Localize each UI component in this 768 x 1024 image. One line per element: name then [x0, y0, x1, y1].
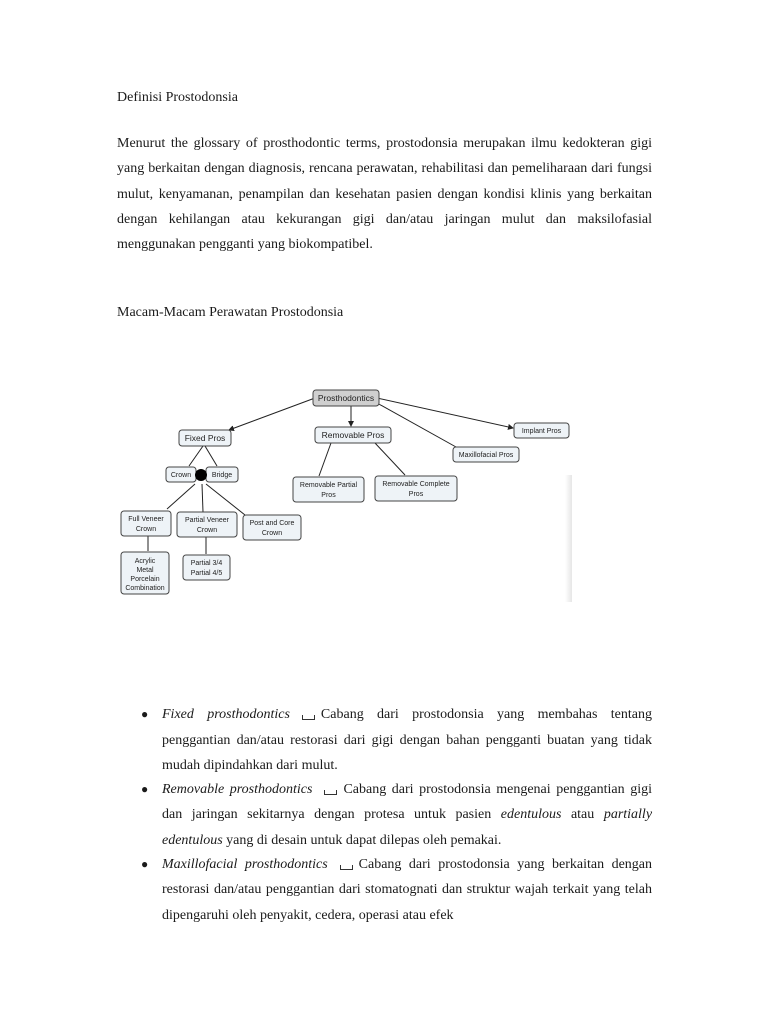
term-partially-edentulous: partially edentulous [162, 807, 653, 848]
label-material-porcelain: Porcelain [130, 576, 160, 583]
label-prosthodontics: Prosthodontics [317, 393, 375, 403]
desc-maxillofacial: Cabang dari prostodonsia yang berkaitan dengan restorasi dan/atau penggantian dari stomatognati dan struktur wajah terkait yang telah dipengaruhi oleh penyakit, cedera, operasi atau efek [162, 856, 653, 923]
term-fixed: Fixed prosthodontics [162, 707, 290, 722]
label-implant-pros: Implant Pros [521, 428, 562, 435]
label-partial-veneer-1: Partial Veneer [185, 517, 229, 524]
bullet-icon: ● [141, 856, 149, 871]
label-material-combination: Combination [125, 585, 165, 592]
list-item-removable [117, 777, 652, 854]
edge-to-partial-veneer [202, 484, 203, 512]
dash-symbol-icon [340, 865, 353, 870]
edge-removable-partial [319, 443, 331, 476]
label-material-metal: Metal [136, 567, 154, 574]
section-heading: Macam-Macam Perawatan Prostodonsia [117, 305, 344, 320]
label-removable-complete-2: Pros [408, 491, 424, 498]
prosthodontics-concept-map [117, 370, 572, 602]
dash-symbol-icon [302, 715, 315, 720]
label-partial-veneer-2: Crown [196, 527, 218, 534]
label-partial-4-5: Partial 4/5 [190, 570, 223, 577]
desc-removable-mid: atau [570, 807, 595, 823]
label-crown: Crown [170, 472, 192, 479]
edge-removable-complete [375, 443, 405, 475]
bullet-icon: ● [141, 707, 149, 721]
list-item-maxillofacial [117, 852, 652, 929]
label-full-veneer-2: Crown [135, 526, 157, 533]
desc-fixed: Cabang dari prostodonsia yang membahas tentang penggantian dan/atau restorasi dari gigi dengan bahan pengganti buatan yang tidak mudah dipindahkan dari mulut. [162, 707, 653, 774]
list-item-fixed [117, 702, 652, 779]
bullet-icon: ● [141, 781, 149, 796]
definition-paragraph: Menurut the glossary of prosthodontic terms, prostodonsia merupakan ilmu kedokteran gigi yang berkaitan dengan diagnosis, rencana perawatan, rehabilitasi dan pemeliharaan dari fungsi mulut, kenyamanan, penampilan dan kesehatan pasien dengan kondisi klinis yang berkaitan dengan kehilangan atau kekurangan gigi dan/atau jaringan mulut dan maksilofasial menggunakan pengganti yang biokompatibel. [117, 136, 652, 253]
dash-symbol-icon [324, 790, 337, 795]
edge-root-implant [377, 398, 513, 428]
label-material-acrylic: Acrylic [134, 558, 156, 565]
term-edentulous: edentulous [500, 807, 562, 823]
document-title: Definisi Prostodonsia [117, 90, 238, 105]
label-bridge: Bridge [211, 472, 233, 479]
term-maxillofacial: Maxillofacial prosthodontics [162, 856, 328, 872]
label-post-core-2: Crown [261, 530, 283, 537]
label-maxillofacial-pros: Maxillofacial Pros [458, 452, 514, 459]
edge-to-post-core [206, 484, 245, 515]
label-removable-partial-1: Removable Partial [299, 482, 358, 489]
desc-removable-1: Cabang dari prostodonsia mengenai penggantian gigi dan jaringan sekitarnya dengan protesa untuk pasien [162, 781, 652, 823]
edge-to-full-veneer [167, 484, 195, 509]
term-removable: Removable prosthodontics [162, 781, 313, 797]
edge-fixed-bridge [205, 446, 217, 466]
label-removable-pros: Removable Pros [321, 430, 385, 440]
label-partial-3-4: Partial 3/4 [190, 560, 223, 567]
label-full-veneer-1: Full Veneer [128, 516, 164, 523]
label-post-core-1: Post and Core [249, 520, 295, 527]
label-removable-complete-1: Removable Complete [382, 481, 450, 488]
label-fixed-pros: Fixed Pros [184, 433, 226, 443]
edge-fixed-crown [189, 446, 203, 466]
edge-root-fixed [229, 398, 315, 430]
treatment-list [117, 702, 652, 926]
desc-removable-2: yang di desain untuk dapat dilepas oleh pemakai. [226, 832, 502, 848]
label-removable-partial-2: Pros [321, 492, 336, 499]
junction-dot [195, 469, 207, 481]
